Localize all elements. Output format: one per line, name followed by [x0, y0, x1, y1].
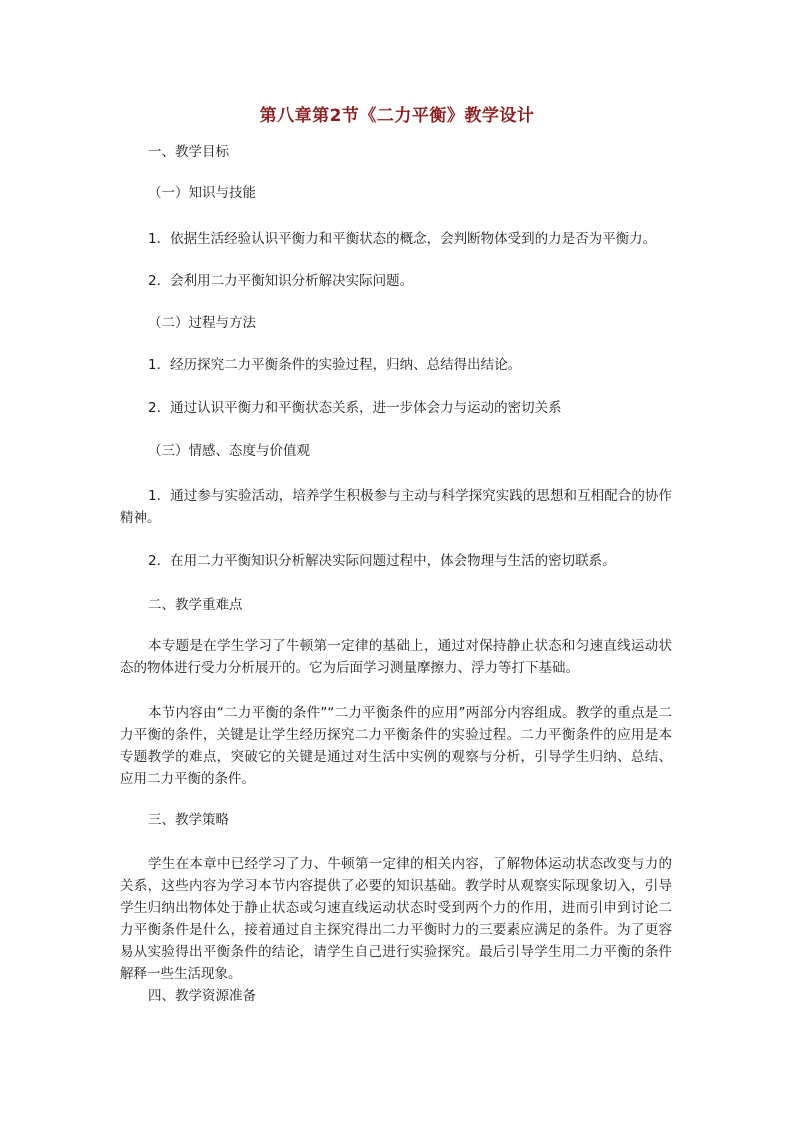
section-heading-strategy: 三、教学策略	[148, 812, 229, 828]
objective-item: 1．经历探究二力平衡条件的实验过程，归纳、总结得出结论。	[148, 357, 522, 373]
document-title: 第八章第2节《二力平衡》教学设计	[259, 106, 535, 126]
objective-item: 1．依据生活经验认识平衡力和平衡状态的概念，会判断物体受到的力是否为平衡力。	[148, 231, 657, 247]
section-heading-resources: 四、教学资源准备	[148, 988, 256, 1004]
body-paragraph: 本节内容由“二力平衡的条件”“二力平衡条件的应用”两部分内容组成。教学的重点是二力平衡的条件，关键是让学生经历探究二力平衡条件的实验过程。二力平衡条件的应用是本专题教学的难点，突破它的关键是通过对生活中实例的观察与分析，引导学生归纳、总结、应用二力平衡的条件。	[120, 705, 672, 787]
objective-item: 2．会利用二力平衡知识分析解决实际问题。	[148, 273, 414, 289]
objective-item: 1．通过参与实验活动，培养学生积极参与主动与科学探究实践的思想和互相配合的协作精神。	[120, 488, 672, 526]
objective-item: 2．通过认识平衡力和平衡状态关系，进一步体会力与运动的密切关系	[148, 400, 562, 416]
objective-item: 2．在用二力平衡知识分析解决实际问题过程中，体会物理与生活的密切联系。	[148, 553, 616, 569]
body-paragraph: 本专题是在学生学习了牛顿第一定律的基础上，通过对保持静止状态和匀速直线运动状态的物体进行受力分析展开的。它为后面学习测量摩擦力、浮力等打下基础。	[120, 638, 672, 676]
subsection-heading-attitude: （三）情感、态度与价值观	[148, 443, 310, 459]
body-paragraph: 学生在本章中已经学习了力、牛顿第一定律的相关内容，了解物体运动状态改变与力的关系，这些内容为学习本节内容提供了必要的知识基础。教学时从观察实际现象切入，引导学生归纳出物体处于静止状态或匀速直线运动状态时受到两个力的作用，进而引申到讨论二力平衡条件是什么，接着通过自主探究得出二力平衡时力的三要素应满足的条件。为了更容易从实验得出平衡条件的结论，请学生自己进行实验探究。最后引导学生用二力平衡的条件解释一些生活现象。	[120, 856, 672, 982]
subsection-heading-knowledge: （一）知识与技能	[148, 185, 256, 201]
section-heading-key-points: 二、教学重难点	[148, 597, 243, 613]
section-heading-objectives: 一、教学目标	[148, 144, 229, 160]
subsection-heading-process: （二）过程与方法	[148, 315, 256, 331]
